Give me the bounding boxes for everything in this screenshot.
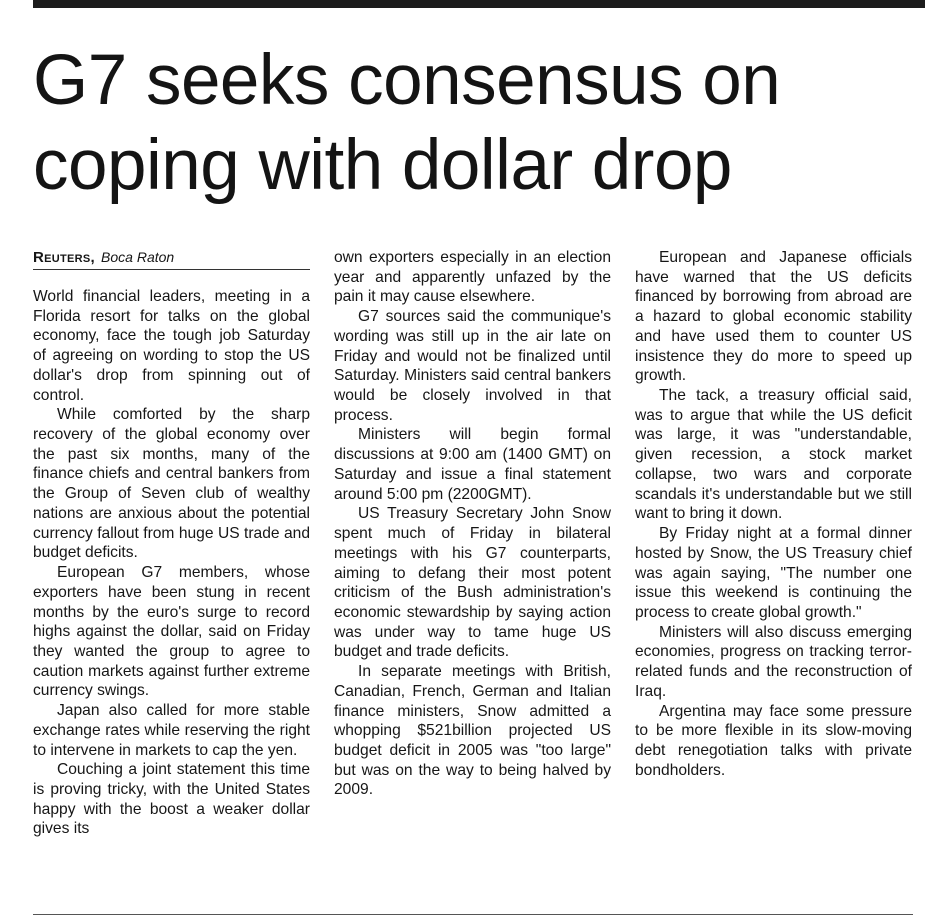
article-column-3: [635, 248, 912, 780]
paragraph: US Treasury Secretary John Snow spent much of Friday in bilateral meetings with his G7 counterparts, aiming to defang their most potent criticism of the Bush administration's economic stewardship by saying action was under way to tame huge US budget and trade deficits.: [334, 505, 611, 661]
byline-agency: Reuters,: [33, 249, 96, 266]
paragraph: Argentina may face some pressure to be more flexible in its slow-moving debt renegotiation talks with private bondholders.: [635, 702, 912, 779]
paragraph: By Friday night at a formal dinner hosted by Snow, the US Treasury chief was again saying, "The number one issue this weekend is continuing the process to create global growth.": [635, 525, 912, 621]
paragraph: Japan also called for more stable exchange rates while reserving the right to intervene in markets to cap the yen.: [33, 702, 310, 759]
byline: [33, 248, 310, 270]
paragraph: World financial leaders, meeting in a Florida resort for talks on the global economy, face the tough job Saturday of agreeing on wording to stop the US dollar's drop from spinning out of control.: [33, 288, 310, 404]
paragraph: Ministers will also discuss emerging economies, progress on tracking terror-related funds and the reconstruction of Iraq.: [635, 623, 912, 700]
byline-dateline: Boca Raton: [101, 249, 175, 265]
bottom-rule: [33, 914, 913, 915]
paragraph: European G7 members, whose exporters have been stung in recent months by the euro's surge to record highs against the dollar, said on Friday they wanted the group to agree to caution markets against further extreme currency swings.: [33, 564, 310, 700]
top-rule: [33, 0, 925, 8]
paragraph-continued: own exporters especially in an election year and apparently unfazed by the pain it may cause elsewhere.: [334, 249, 611, 306]
paragraph: European and Japanese officials have warned that the US deficits financed by borrowing from abroad are a hazard to global economic stability and have used them to counter US insistence they do more to speed up growth.: [635, 249, 912, 385]
paragraph: While comforted by the sharp recovery of the global economy over the past six months, many of the finance chiefs and central bankers from the Group of Seven club of wealthy nations are anxious about the potential currency fallout from huge US trade and budget deficits.: [33, 406, 310, 562]
paragraph: G7 sources said the communique's wording was still up in the air late on Friday and would not be finalized until Saturday. Ministers said central bankers would be closely involved in that process.: [334, 308, 611, 424]
paragraph: Couching a joint statement this time is proving tricky, with the United States happy with the boost a weaker dollar gives its: [33, 761, 310, 838]
paragraph: In separate meetings with British, Canadian, French, German and Italian finance ministers, Snow admitted a whopping $521billion projected US budget deficit in 2005 was "too large" but was on the way to being halved by 2009.: [334, 663, 611, 799]
paragraph: The tack, a treasury official said, was to argue that while the US deficit was large, it was "understandable, given recession, a stock market collapse, two wars and corporate scandals it's understandable but we still want to bring it down.: [635, 387, 912, 523]
paragraph: Ministers will begin formal discussions at 9:00 am (1400 GMT) on Saturday and issue a final statement around 5:00 pm (2200GMT).: [334, 426, 611, 503]
headline: G7 seeks consensus on coping with dollar drop: [33, 41, 781, 205]
article-column-2: [334, 248, 611, 800]
article-column-1: [33, 248, 310, 839]
